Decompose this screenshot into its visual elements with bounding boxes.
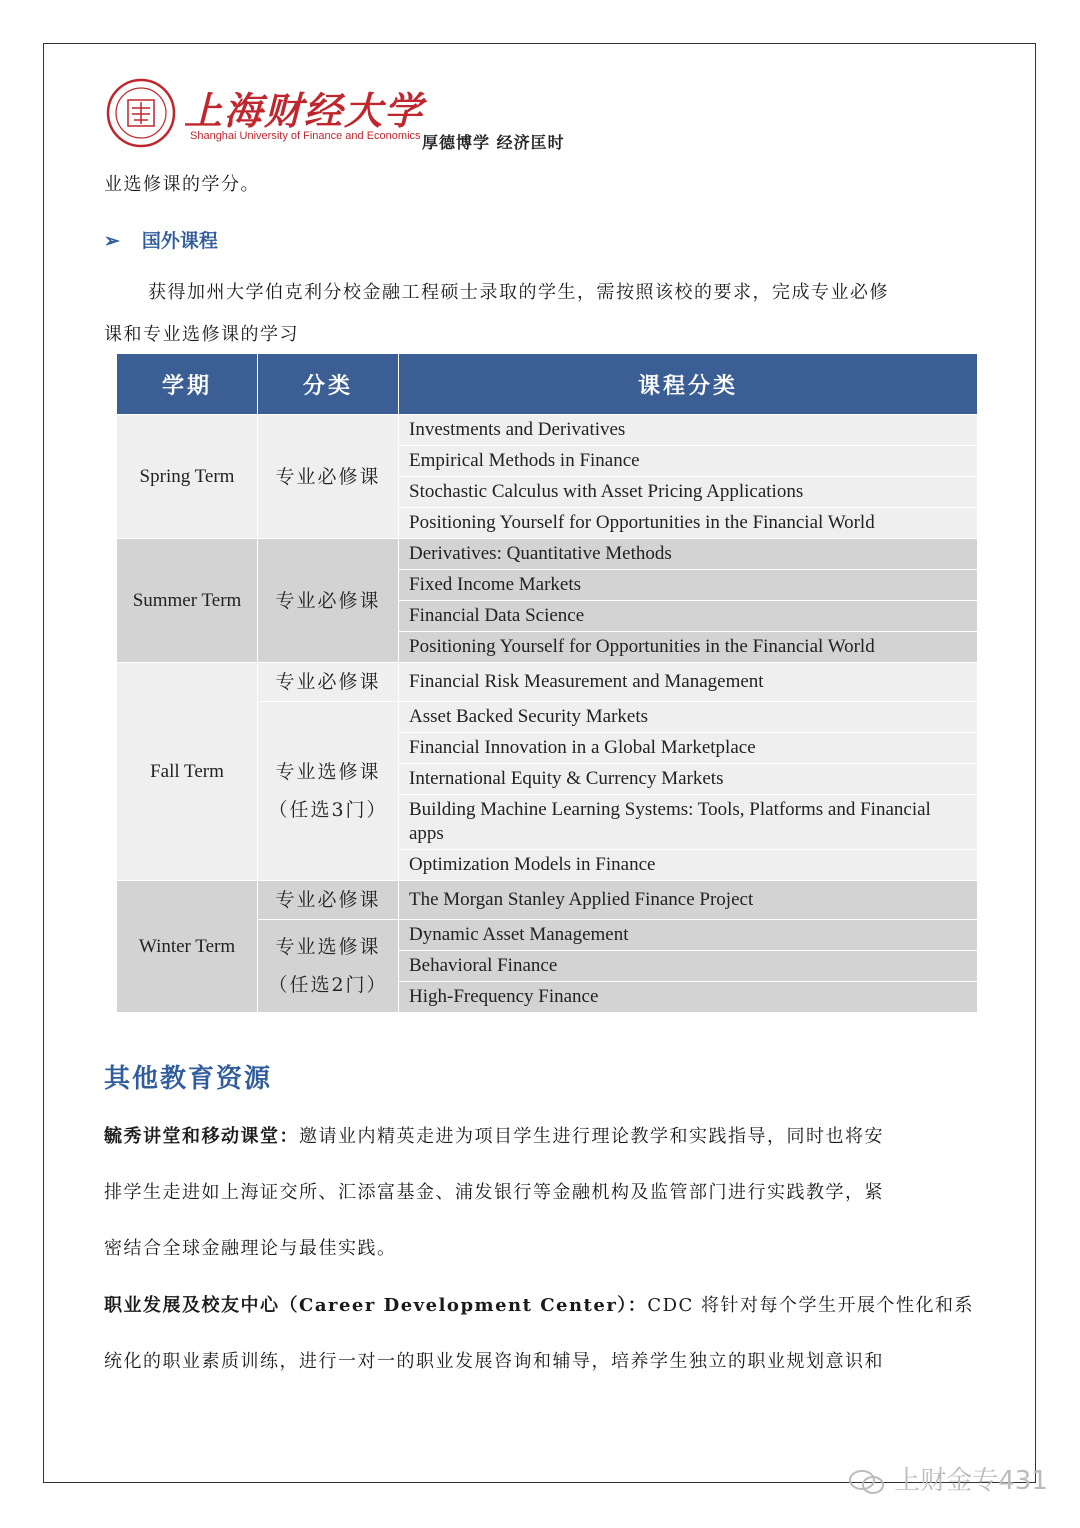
category-elective bbox=[258, 702, 399, 881]
table-header-row bbox=[117, 354, 978, 415]
category-elective-note: （任选3门） bbox=[268, 799, 388, 821]
university-motto: 厚德博学 经济匡时 bbox=[422, 133, 565, 152]
course-cell: Investments and Derivatives bbox=[399, 415, 978, 446]
category-elective-label: 专业选修课 bbox=[275, 761, 381, 783]
wechat-icon bbox=[848, 1469, 886, 1495]
header-category: 分类 bbox=[258, 354, 399, 415]
category-required: 专业必修课 bbox=[258, 539, 399, 663]
course-cell: Derivatives: Quantitative Methods bbox=[399, 539, 978, 570]
course-cell: Positioning Yourself for Opportunities in the Financial World bbox=[399, 632, 978, 663]
category-elective bbox=[258, 920, 399, 1013]
category-required: 专业必修课 bbox=[258, 415, 399, 539]
course-cell: Financial Innovation in a Global Marketplace bbox=[399, 733, 978, 764]
foreign-para-line1: 获得加州大学伯克利分校金融工程硕士录取的学生，需按照该校的要求，完成专业必修 bbox=[148, 282, 889, 303]
table-row bbox=[117, 881, 978, 920]
header-course: 课程分类 bbox=[399, 354, 978, 415]
course-cell: Empirical Methods in Finance bbox=[399, 446, 978, 477]
resource2-text1: CDC 将针对每个学生开展个性化和系 bbox=[647, 1295, 975, 1316]
course-cell: Stochastic Calculus with Asset Pricing Applications bbox=[399, 477, 978, 508]
watermark-text: 上财金专431 bbox=[894, 1466, 1048, 1496]
resource1-text1: 邀请业内精英走进为项目学生进行理论教学和实践指导，同时也将安 bbox=[299, 1126, 884, 1147]
university-seal-icon bbox=[106, 78, 176, 148]
section-foreign-title: 国外课程 bbox=[141, 230, 218, 252]
course-cell: International Equity & Currency Markets bbox=[399, 764, 978, 795]
resource1-line3: 密结合全球金融理论与最佳实践。 bbox=[104, 1238, 397, 1259]
course-cell: Financial Risk Measurement and Management bbox=[399, 663, 978, 702]
term-winter: Winter Term bbox=[117, 881, 258, 1013]
term-summer: Summer Term bbox=[117, 539, 258, 663]
course-cell: The Morgan Stanley Applied Finance Project bbox=[399, 881, 978, 920]
course-cell: Optimization Models in Finance bbox=[399, 850, 978, 881]
category-elective-note: （任选2门） bbox=[268, 974, 388, 996]
category-required: 专业必修课 bbox=[258, 663, 399, 702]
course-table bbox=[116, 353, 978, 1013]
table-row bbox=[117, 415, 978, 446]
watermark bbox=[848, 1460, 1048, 1497]
category-required: 专业必修课 bbox=[258, 881, 399, 920]
header-term: 学期 bbox=[117, 354, 258, 415]
course-cell: Behavioral Finance bbox=[399, 951, 978, 982]
table-row bbox=[117, 539, 978, 570]
resource1-lead: 毓秀讲堂和移动课堂： bbox=[104, 1126, 299, 1147]
category-elective-label: 专业选修课 bbox=[275, 936, 381, 958]
section-other-resources-title: 其他教育资源 bbox=[104, 1064, 273, 1094]
resource1-line1 bbox=[104, 1122, 884, 1148]
course-cell: Positioning Yourself for Opportunities in the Financial World bbox=[399, 508, 978, 539]
university-name-cn: 上海财经大学 bbox=[184, 88, 425, 133]
course-cell: Financial Data Science bbox=[399, 601, 978, 632]
section-foreign-courses bbox=[104, 226, 218, 253]
term-spring: Spring Term bbox=[117, 415, 258, 539]
arrow-bullet-icon: ➢ bbox=[104, 230, 120, 252]
intro-line: 业选修课的学分。 bbox=[104, 174, 260, 195]
resource2-lead: 职业发展及校友中心（Career Development Center）： bbox=[104, 1295, 648, 1316]
course-cell: Fixed Income Markets bbox=[399, 570, 978, 601]
university-name-en: Shanghai University of Finance and Economics bbox=[190, 130, 421, 142]
foreign-para-line2: 课和专业选修课的学习 bbox=[104, 324, 299, 345]
course-cell: Asset Backed Security Markets bbox=[399, 702, 978, 733]
course-cell: Dynamic Asset Management bbox=[399, 920, 978, 951]
course-cell: High-Frequency Finance bbox=[399, 982, 978, 1013]
resource2-line1 bbox=[104, 1291, 974, 1317]
course-cell: Building Machine Learning Systems: Tools, Platforms and Financial apps bbox=[399, 795, 978, 850]
resource1-line2: 排学生走进如上海证交所、汇添富基金、浦发银行等金融机构及监管部门进行实践教学，紧 bbox=[104, 1182, 884, 1203]
table-row bbox=[117, 663, 978, 702]
term-fall: Fall Term bbox=[117, 663, 258, 881]
resource2-line2: 统化的职业素质训练，进行一对一的职业发展咨询和辅导，培养学生独立的职业规划意识和 bbox=[104, 1351, 884, 1372]
